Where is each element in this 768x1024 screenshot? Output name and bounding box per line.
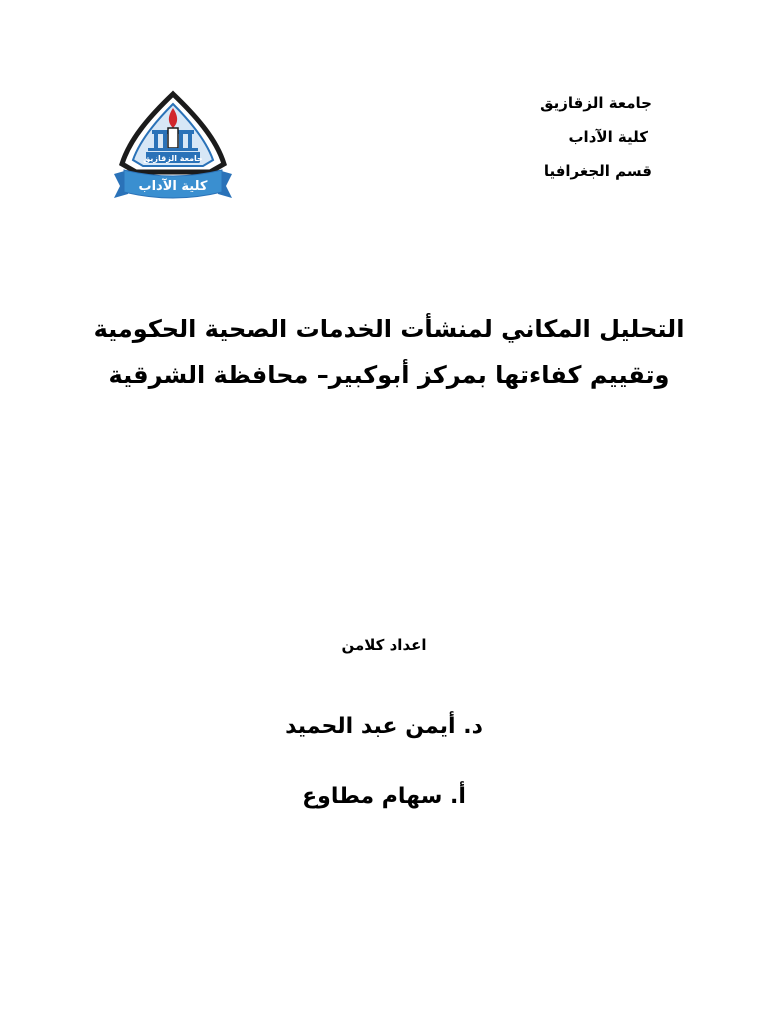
institution-header (540, 86, 652, 188)
svg-text:كلية الآداب: كلية الآداب (138, 179, 208, 194)
university-logo (108, 90, 238, 202)
title-line-2: وتقييم كفاءتها بمركز أبوكبير– محافظة الشرقية (108, 361, 670, 389)
department-name: قسم الجغرافيا (543, 162, 652, 180)
title-line-1: التحليل المكاني لمنشأت الخدمات الصحية الحكومية (93, 315, 685, 343)
university-seal-icon (108, 90, 238, 202)
author-name: أ. سهام مطاوع (302, 784, 466, 809)
author-name: د. أيمن عبد الحميد (285, 714, 483, 739)
svg-text:جامعة الزقازيق: جامعة الزقازيق (143, 154, 203, 163)
document-title (0, 306, 768, 398)
university-name: جامعة الزقازيق (540, 94, 652, 112)
faculty-name: كلية الآداب (568, 128, 648, 146)
prepared-by-label: اعداد كلامن (341, 636, 427, 654)
